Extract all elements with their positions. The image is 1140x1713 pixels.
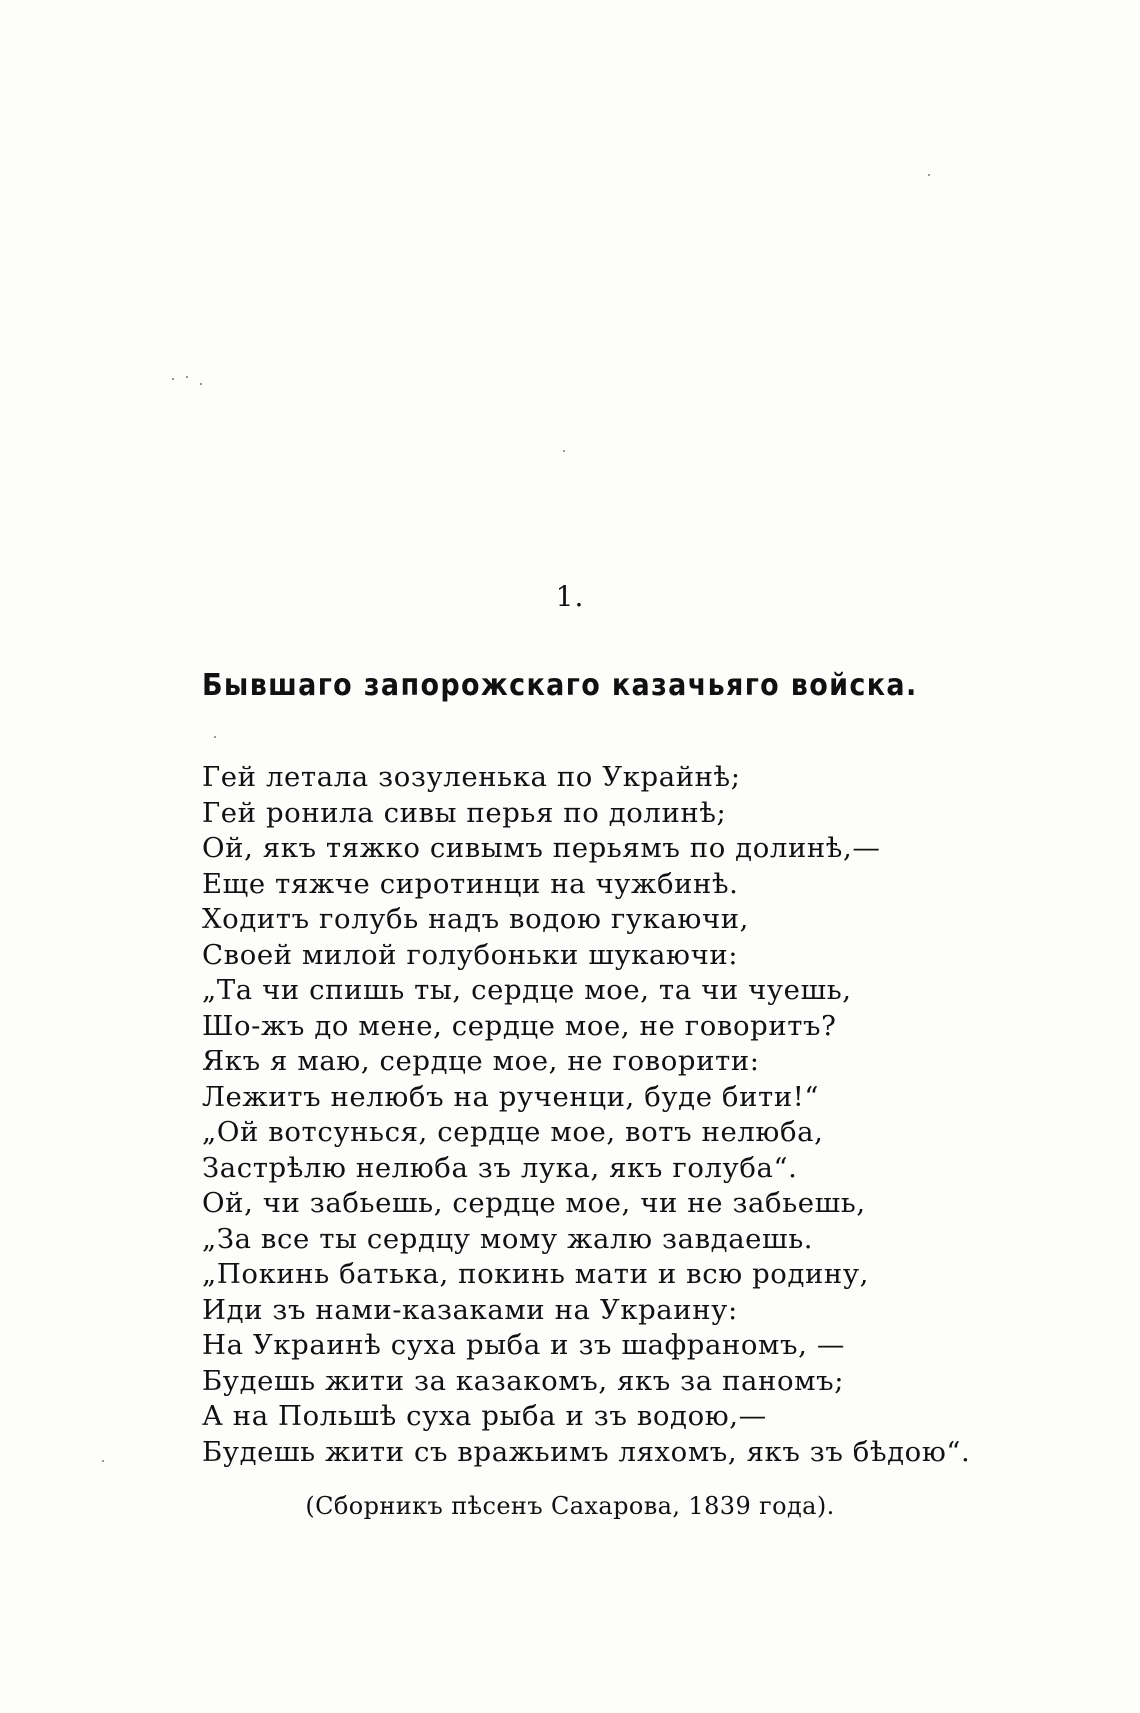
verse-line: Лежитъ нелюбъ на рученци, буде бити!“ (202, 1080, 820, 1113)
scan-speck (214, 736, 216, 738)
scan-speck (172, 378, 174, 380)
verse-line: Ходитъ голубь надъ водою гукаючи, (202, 903, 749, 935)
verse-line: Гей летала зозуленька по Украйнѣ; (202, 761, 741, 793)
verse-line: Гей ронила сивы перья по долинѣ; (202, 796, 727, 829)
verse-line: Застрѣлю нелюба зъ лука, якъ голуба“. (202, 1151, 798, 1184)
verse-line: Еще тяжче сиротинци на чужбинѣ. (202, 867, 739, 900)
verse-line: Шо-жъ до мене, сердце мое, не говоритъ? (202, 1009, 837, 1042)
source-citation: (Сборникъ пѣсенъ Сахарова, 1839 года). (305, 1492, 835, 1520)
poem-verse (202, 760, 1002, 1470)
scan-speck (186, 376, 188, 378)
scan-speck (928, 174, 930, 176)
section-number: 1. (555, 580, 585, 613)
verse-line: Иди зъ нами-казаками на Украину: (202, 1293, 738, 1326)
verse-line: Будешь жити за казакомъ, якъ за паномъ; (202, 1364, 845, 1397)
verse-line: Своей милой голубоньки шукаючи: (202, 938, 739, 971)
verse-line: „Ой вотсунься, сердце мое, вотъ нелюба, (202, 1116, 824, 1148)
scan-speck (102, 1460, 104, 1462)
verse-line: Ой, якъ тяжко сивымъ перьямъ по долинѣ,— (202, 832, 881, 864)
verse-line: На Украинѣ суха рыба и зъ шафраномъ, — (202, 1329, 845, 1361)
verse-line: „Покинь батька, покинь мати и всю родину, (202, 1258, 869, 1290)
scan-speck (200, 383, 202, 385)
scan-speck (563, 450, 565, 452)
poem-title: Бывшаго запорожскаго казачьяго войска. (202, 668, 918, 703)
verse-line: Якъ я маю, сердце мое, не говорити: (202, 1045, 760, 1077)
verse-line: „Та чи спишь ты, сердце мое, та чи чуешь, (202, 974, 852, 1006)
verse-line: „За все ты сердцу мому жалю завдаешь. (202, 1222, 814, 1255)
verse-line: А на Польшѣ суха рыба и зъ водою,— (202, 1400, 767, 1432)
verse-line: Ой, чи забьешь, сердце мое, чи не забьешь, (202, 1187, 866, 1219)
verse-line: Будешь жити съ вражьимъ ляхомъ, якъ зъ бѣдою“. (202, 1435, 971, 1468)
